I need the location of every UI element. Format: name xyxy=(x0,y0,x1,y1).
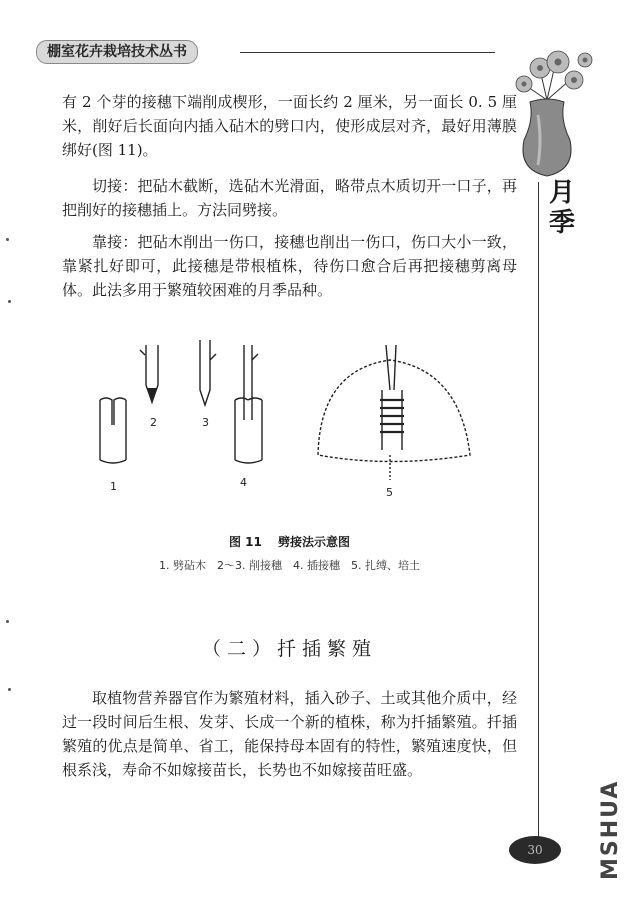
figure-label-4: 4 xyxy=(240,476,247,489)
rootstock-illustration xyxy=(100,398,126,463)
grafting-diagram xyxy=(90,330,490,505)
figure-title: 图 11 劈接法示意图 xyxy=(228,535,351,549)
series-title: 棚室花卉栽培技术丛书 xyxy=(36,40,198,64)
figure-label-5: 5 xyxy=(386,486,393,499)
scan-speck xyxy=(6,238,9,241)
paragraph-3: 靠接：把砧木削出一伤口，接穗也削出一伤口，伤口大小一致，靠紧扎好即可，此接穗是带根植株，待伤口愈合后再把接穗剪离母体。此法多用于繁殖较困难的月季品种。 xyxy=(62,233,517,299)
figure-legend: 1. 劈砧木 2～3. 削接穗 4. 插接穗 5. 扎缚、培土 xyxy=(159,559,420,572)
side-chapter-title: 月季 xyxy=(548,178,575,238)
header-rule xyxy=(240,52,495,53)
side-rule xyxy=(538,182,539,842)
paragraph-1: 有 2 个芽的接穗下端削成楔形，一面长约 2 厘米，另一面长 0. 5 厘米，削好后长面向内插入砧木的劈口内，使形成层对齐，最好用薄膜绑好(图 11)。 xyxy=(62,93,517,159)
scion-side-illustration xyxy=(200,340,216,405)
page-number: 30 xyxy=(509,836,561,864)
scan-speck xyxy=(8,300,11,303)
figure-label-1: 1 xyxy=(110,480,117,493)
scan-speck xyxy=(6,620,9,623)
paragraph-4: 取植物营养器官作为繁殖材料，插入砂子、土或其他介质中，经过一段时间后生根、发芽、长成一个新的植株，称为扦插繁殖。扦插繁殖的优点是简单、省工，能保持母本固有的特性，繁殖速度快，但根系浅，寿命不如嫁接苗长，长势也不如嫁接苗旺盛。 xyxy=(62,689,517,779)
figure-label-2: 2 xyxy=(150,416,157,429)
watermark: MSHUA xyxy=(598,779,623,881)
figure-label-3: 3 xyxy=(202,416,209,429)
scan-speck xyxy=(8,688,11,691)
paragraph-2: 切接：把砧木截断，选砧木光滑面，略带点木质切开一口子，再把削好的接穗插上。方法同劈接。 xyxy=(62,177,517,219)
mound-illustration xyxy=(318,345,470,480)
section-heading: （二）扦插繁殖 xyxy=(201,638,377,660)
inserted-scion-illustration xyxy=(235,345,262,463)
scion-wedge-illustration xyxy=(140,345,158,402)
